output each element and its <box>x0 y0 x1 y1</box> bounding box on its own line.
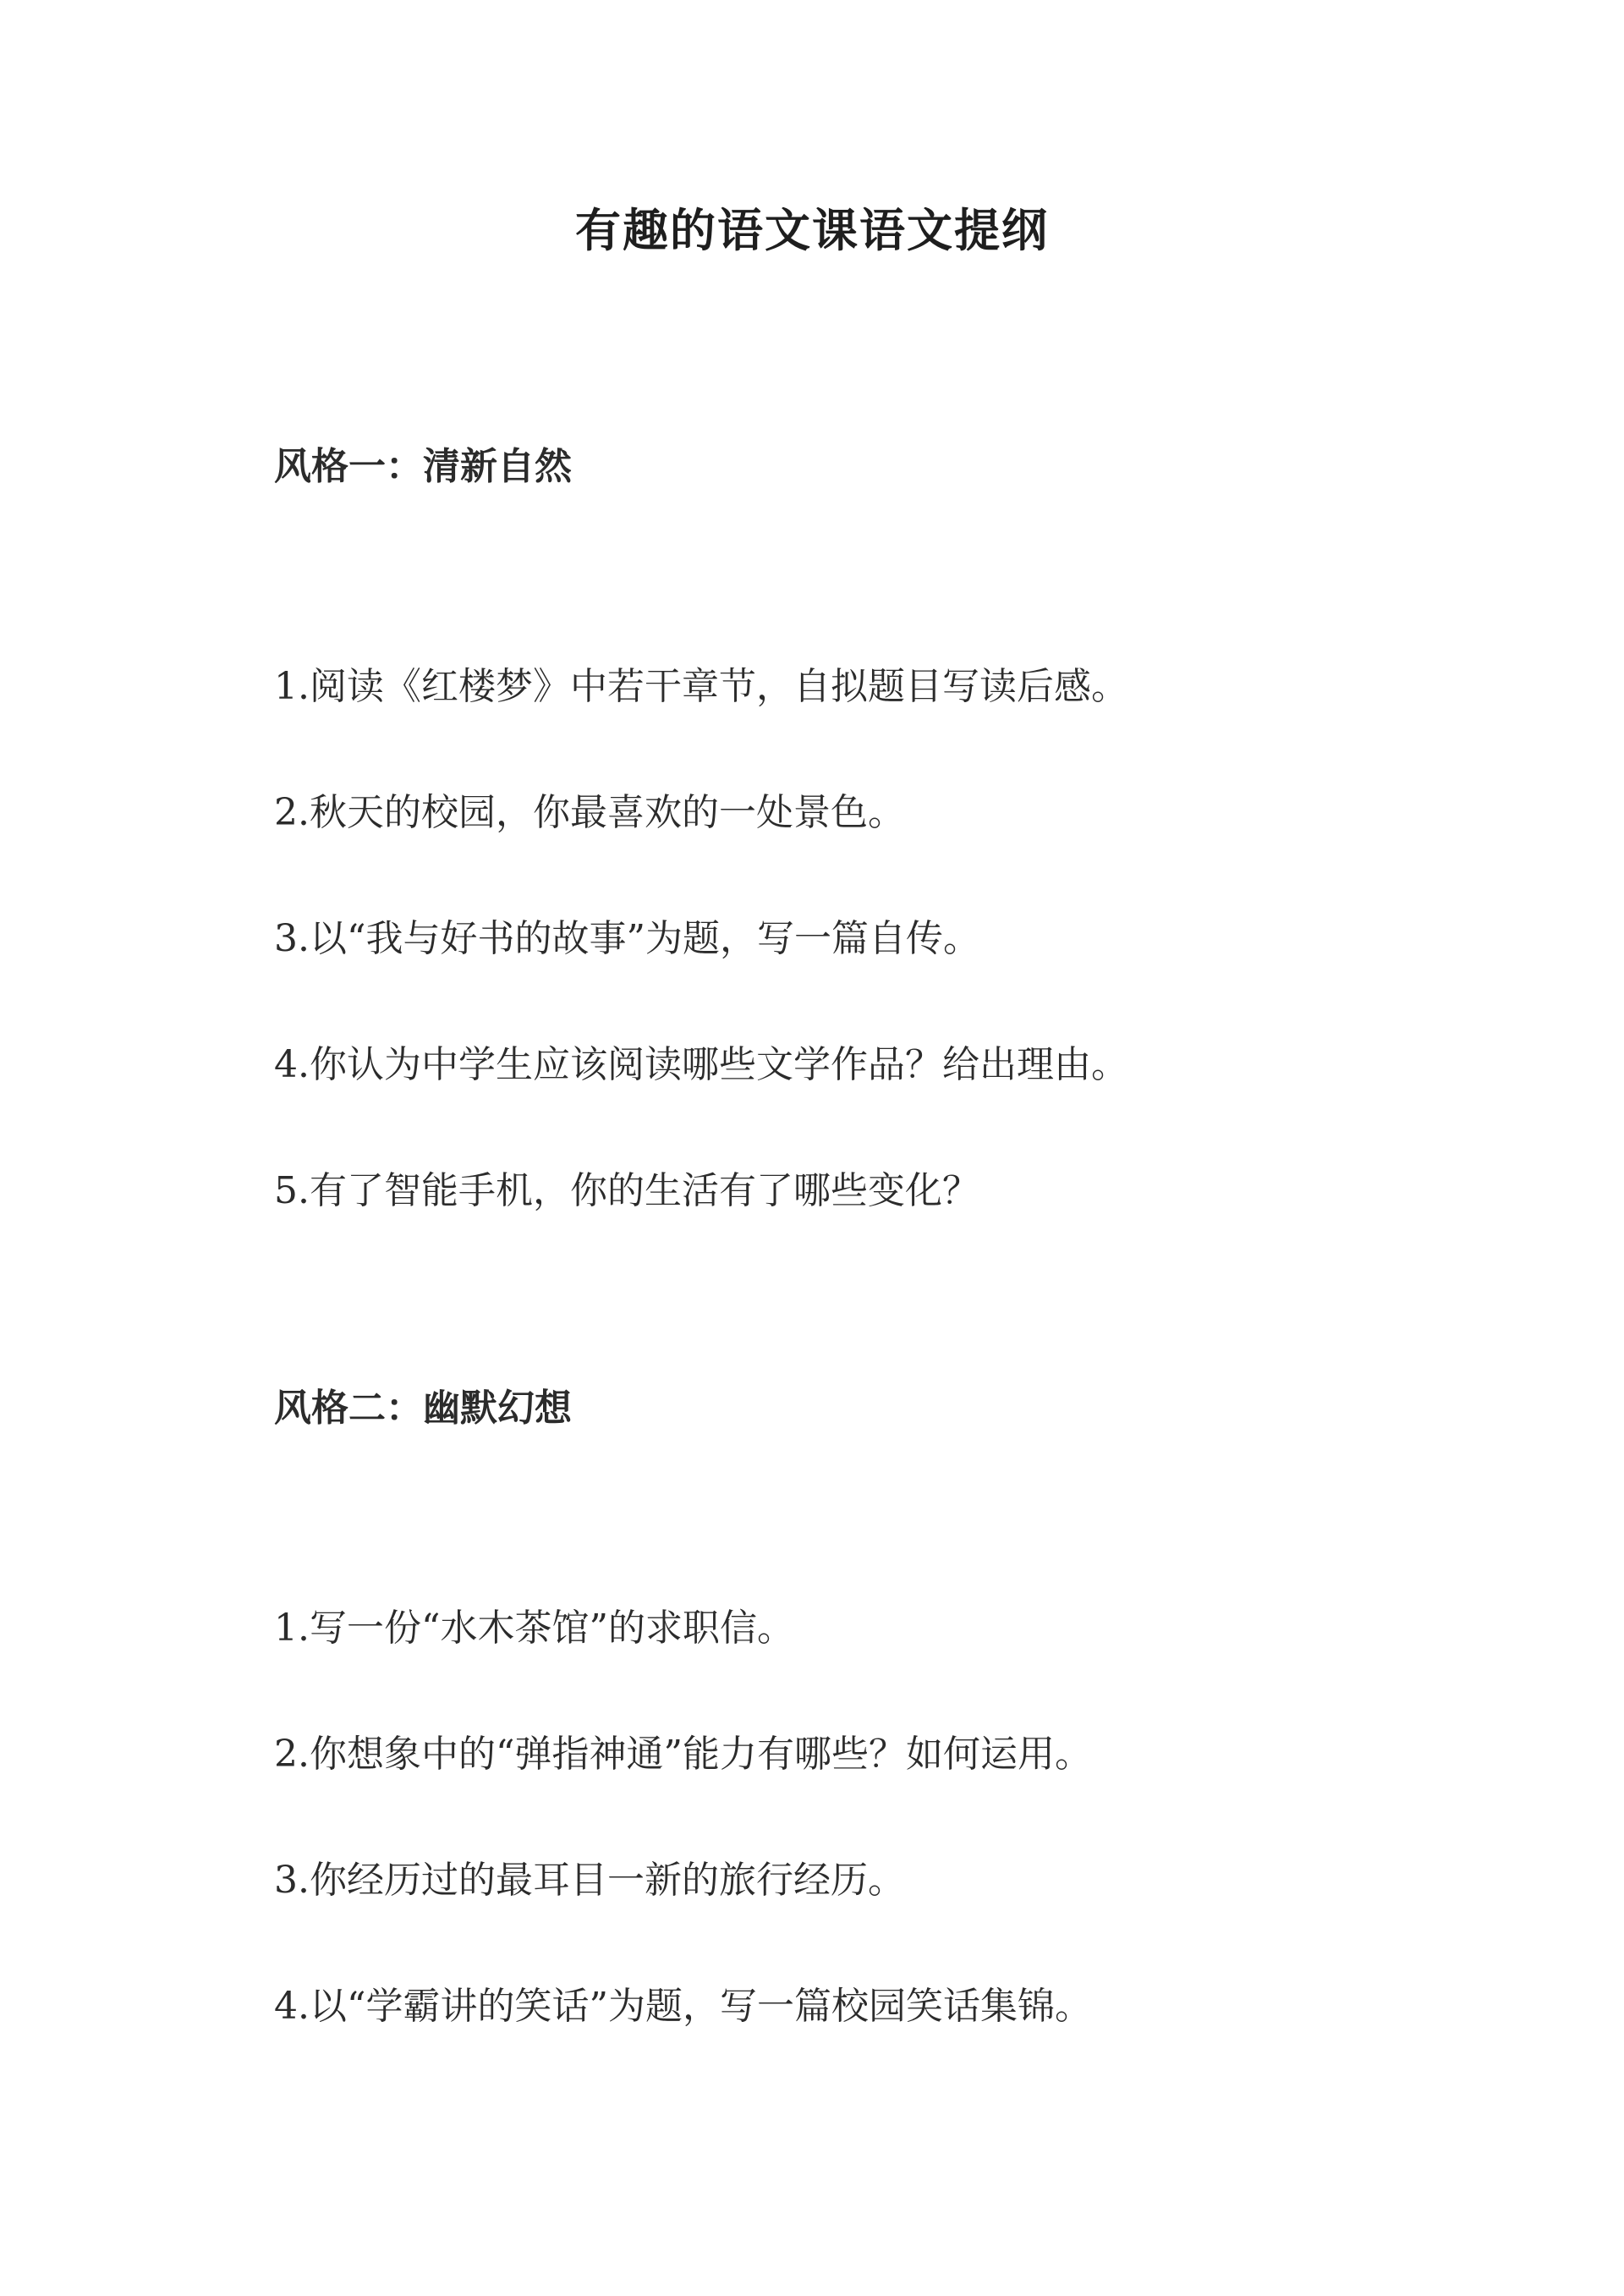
document-title: 有趣的语文课语文提纲 <box>575 203 1049 257</box>
list-item: 1.阅读《红楼梦》中若干章节，自拟题目写读后感。 <box>274 665 1128 708</box>
section-list-style-1 <box>274 660 1128 1290</box>
list-item: 3.你经历过的最耳目一新的旅行经历。 <box>274 1859 905 1902</box>
list-item: 4.以“学霸讲的笑话”为题，写一篇校园笑话集锦。 <box>274 1985 1092 2028</box>
list-item: 2.你想象中的“弹指神通”能力有哪些？如何运用。 <box>274 1733 1092 1776</box>
list-item: 1.写一份“水木茶馆”的求职信。 <box>274 1607 794 1650</box>
list-item: 5.有了智能手机，你的生活有了哪些变化？ <box>274 1169 979 1212</box>
list-item: 3.以“我与好书的故事”为题，写一篇自传。 <box>274 917 980 960</box>
section-list-style-2 <box>274 1601 1092 2106</box>
section-heading-style-1: 风格一：清新自然 <box>274 445 572 488</box>
list-item: 4.你认为中学生应该阅读哪些文学作品？给出理由。 <box>274 1043 1128 1086</box>
list-item: 2.秋天的校园，你最喜欢的一处景色。 <box>274 791 905 834</box>
section-heading-style-2: 风格二：幽默幻想 <box>274 1387 572 1430</box>
